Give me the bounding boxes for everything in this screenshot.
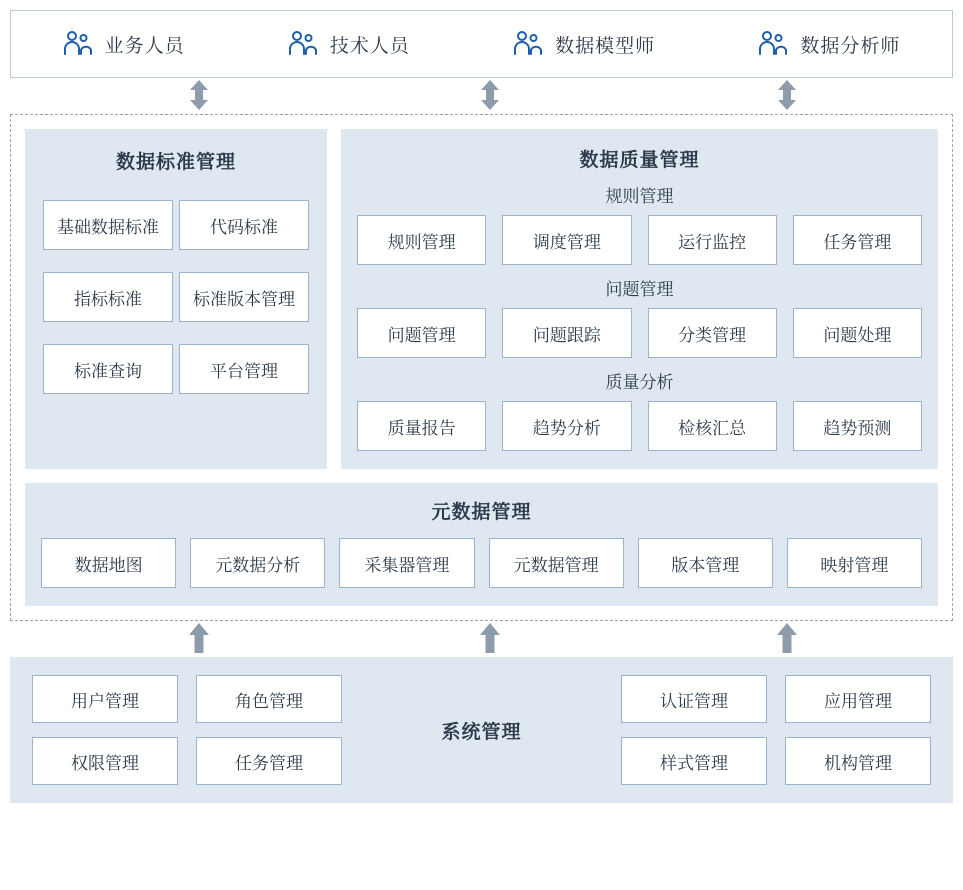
up-arrow-icon — [182, 621, 216, 655]
roles-bar — [10, 10, 953, 78]
up-arrow-icon — [473, 621, 507, 655]
diagram-root — [0, 10, 963, 890]
data-governance-container — [10, 114, 953, 621]
group-title-analysis: 质量分析 — [605, 373, 674, 392]
group-title-rule: 规则管理 — [605, 187, 674, 206]
module-cell[interactable]: 样式管理 — [621, 737, 767, 785]
metadata-panel — [25, 483, 938, 606]
module-cell[interactable]: 规则管理 — [357, 215, 486, 265]
system-right-group — [621, 675, 931, 785]
module-cell[interactable]: 用户管理 — [32, 675, 178, 723]
module-cell[interactable]: 标准查询 — [43, 344, 173, 394]
data-quality-panel — [341, 129, 938, 469]
module-cell[interactable]: 版本管理 — [638, 538, 773, 588]
module-cell[interactable]: 认证管理 — [621, 675, 767, 723]
panel-title: 系统管理 — [441, 721, 522, 743]
module-cell[interactable]: 代码标准 — [179, 200, 309, 250]
module-cell[interactable]: 元数据分析 — [190, 538, 325, 588]
module-cell[interactable]: 角色管理 — [196, 675, 342, 723]
metadata-row — [41, 538, 922, 588]
module-cell[interactable]: 趋势预测 — [793, 401, 922, 451]
module-cell[interactable]: 问题跟踪 — [502, 308, 631, 358]
up-arrow-icon — [770, 621, 804, 655]
rule-management-row — [357, 215, 922, 265]
module-cell[interactable]: 分类管理 — [648, 308, 777, 358]
role-label: 数据分析师 — [800, 35, 901, 57]
role-item[interactable] — [63, 30, 185, 58]
role-item[interactable] — [758, 30, 900, 58]
issue-management-row — [357, 308, 922, 358]
double-arrow-icon — [182, 78, 216, 112]
module-cell[interactable]: 问题处理 — [793, 308, 922, 358]
data-standard-grid — [43, 200, 309, 394]
role-item[interactable] — [288, 30, 410, 58]
data-standard-panel — [25, 129, 327, 469]
arrow-row-top — [10, 78, 953, 114]
module-cell[interactable]: 检核汇总 — [648, 401, 777, 451]
module-cell[interactable]: 标准版本管理 — [179, 272, 309, 322]
panel-title: 数据标准管理 — [115, 152, 236, 173]
governance-top-row — [25, 129, 938, 469]
module-cell[interactable]: 数据地图 — [41, 538, 176, 588]
role-label: 技术人员 — [329, 35, 410, 57]
module-cell[interactable]: 问题管理 — [357, 308, 486, 358]
group-title-issue: 问题管理 — [605, 280, 674, 299]
users-icon — [513, 30, 543, 58]
module-cell[interactable]: 应用管理 — [785, 675, 931, 723]
module-cell[interactable]: 平台管理 — [179, 344, 309, 394]
module-cell[interactable]: 映射管理 — [787, 538, 922, 588]
double-arrow-icon — [473, 78, 507, 112]
users-icon — [63, 30, 93, 58]
module-cell[interactable]: 任务管理 — [793, 215, 922, 265]
module-cell[interactable]: 质量报告 — [357, 401, 486, 451]
role-label: 数据模型师 — [555, 35, 656, 57]
module-cell[interactable]: 采集器管理 — [339, 538, 474, 588]
module-cell[interactable]: 调度管理 — [502, 215, 631, 265]
module-cell[interactable]: 权限管理 — [32, 737, 178, 785]
arrow-row-bottom — [10, 621, 953, 657]
module-cell[interactable]: 运行监控 — [648, 215, 777, 265]
role-label: 业务人员 — [104, 35, 185, 57]
module-cell[interactable]: 趋势分析 — [502, 401, 631, 451]
module-cell[interactable]: 基础数据标准 — [43, 200, 173, 250]
users-icon — [758, 30, 788, 58]
module-cell[interactable]: 任务管理 — [196, 737, 342, 785]
double-arrow-icon — [770, 78, 804, 112]
system-left-group — [32, 675, 342, 785]
module-cell[interactable]: 机构管理 — [785, 737, 931, 785]
module-cell[interactable]: 指标标准 — [43, 272, 173, 322]
system-management-panel — [10, 657, 953, 803]
panel-title: 元数据管理 — [431, 502, 532, 523]
module-cell[interactable]: 元数据管理 — [489, 538, 624, 588]
users-icon — [288, 30, 318, 58]
panel-title: 数据质量管理 — [579, 150, 700, 171]
role-item[interactable] — [513, 30, 655, 58]
quality-analysis-row — [357, 401, 922, 451]
